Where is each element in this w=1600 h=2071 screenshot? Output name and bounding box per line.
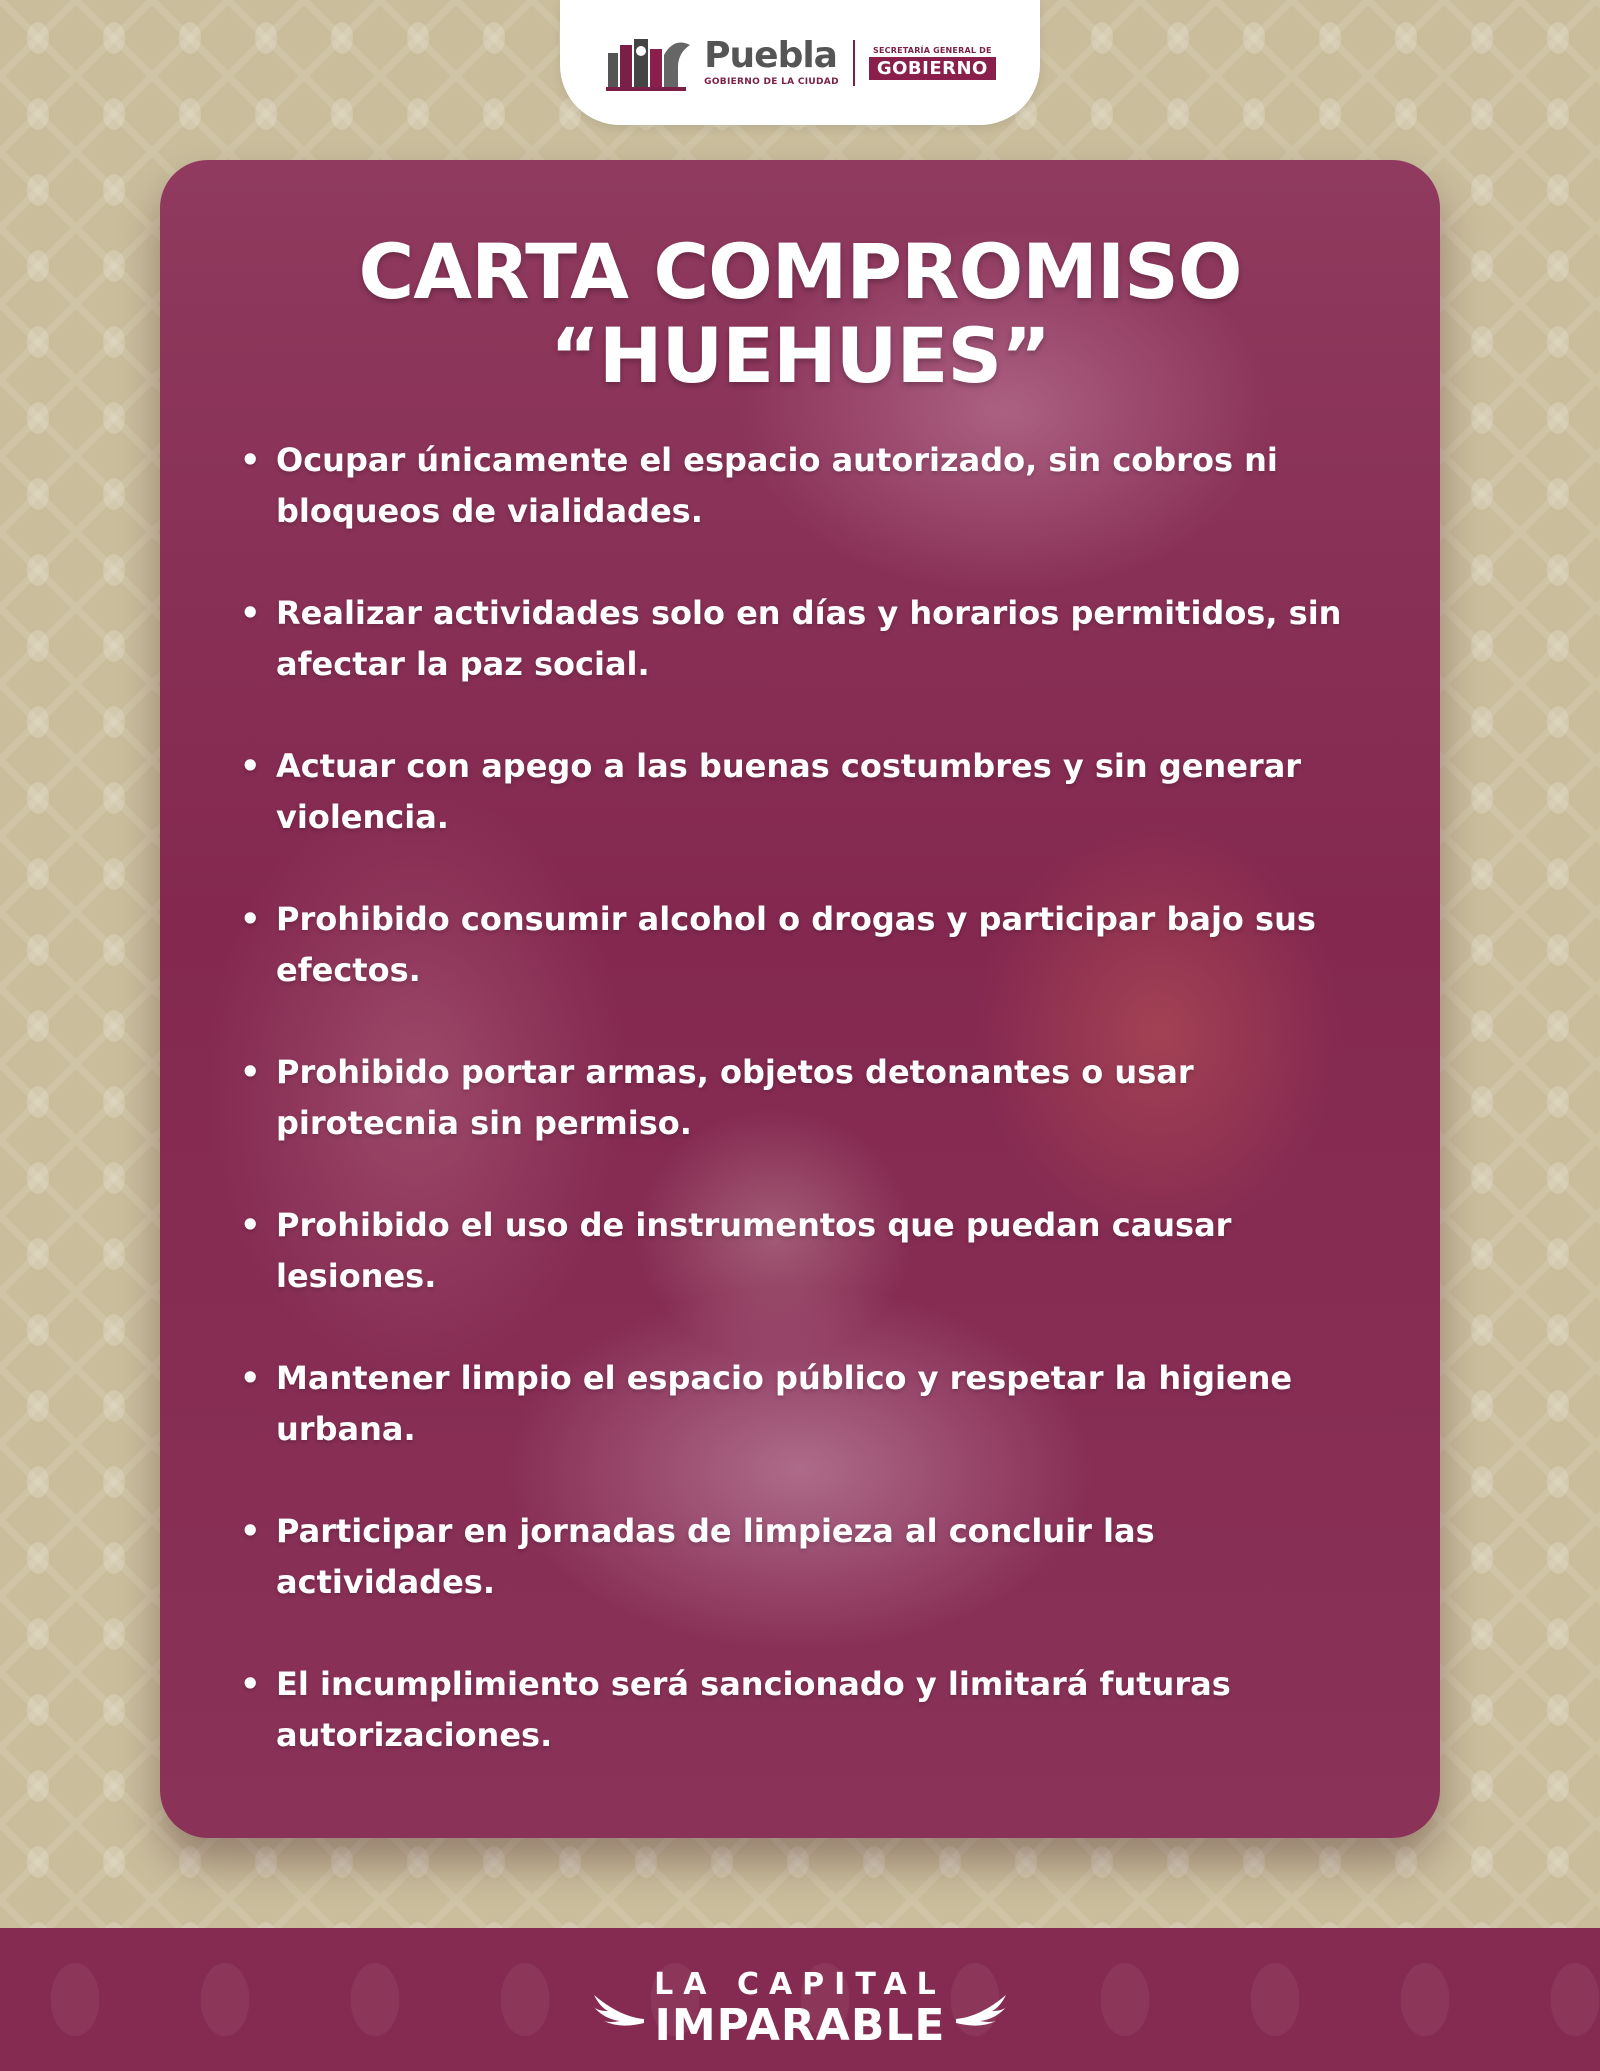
rule-line: autorizaciones. <box>276 1716 553 1754</box>
rule-line: Ocupar únicamente el espacio autorizado, sin cobros ni <box>276 441 1278 479</box>
rule-item <box>236 1200 1386 1353</box>
rule-line: Prohibido el uso de instrumentos que puedan causar <box>276 1206 1232 1244</box>
rule-item <box>236 1506 1386 1659</box>
rule-item <box>236 894 1386 1047</box>
secretaria-main: GOBIERNO <box>869 57 996 80</box>
footer-line2: IMPARABLE <box>654 2000 946 2051</box>
rule-line: actividades. <box>276 1563 495 1601</box>
rule-line: Prohibido portar armas, objetos detonantes o usar <box>276 1053 1194 1091</box>
bullet-icon: • <box>240 1512 261 1550</box>
rule-line: pirotecnia sin permiso. <box>276 1104 692 1142</box>
rule-line: Mantener limpio el espacio público y respetar la higiene <box>276 1359 1293 1397</box>
bullet-icon: • <box>240 1206 261 1244</box>
card-title-line1: CARTA COMPROMISO <box>358 227 1242 316</box>
bullet-icon: • <box>240 594 261 632</box>
rule-line: efectos. <box>276 951 421 989</box>
bullet-icon: • <box>240 900 261 938</box>
rule-item <box>236 1047 1386 1200</box>
rule-item <box>236 1659 1386 1812</box>
footer-slogan <box>0 1968 1600 2050</box>
puebla-crest-icon <box>604 31 694 95</box>
card-title-line2: “HUEHUES” <box>549 311 1051 400</box>
rules-list <box>236 435 1386 1812</box>
rule-line: Actuar con apego a las buenas costumbres y sin generar <box>276 747 1302 785</box>
rule-item <box>236 741 1386 894</box>
rule-item <box>236 435 1386 588</box>
secretaria-top: SECRETARÍA GENERAL DE <box>873 45 992 55</box>
footer-line1: LA CAPITAL <box>654 1967 946 2002</box>
rule-line: afectar la paz social. <box>276 645 650 683</box>
right-wing-icon <box>954 1989 1010 2029</box>
rule-line: Prohibido consumir alcohol o drogas y participar bajo sus <box>276 900 1316 938</box>
rule-item <box>236 588 1386 741</box>
bullet-icon: • <box>240 1665 261 1703</box>
commitment-card <box>160 160 1440 1838</box>
left-wing-icon <box>590 1989 646 2029</box>
rule-line: bloqueos de vialidades. <box>276 492 703 530</box>
rule-line: lesiones. <box>276 1257 437 1295</box>
card-title <box>160 227 1440 400</box>
rule-line: Participar en jornadas de limpieza al concluir las <box>276 1512 1155 1550</box>
bullet-icon: • <box>240 441 261 479</box>
footer-band <box>0 1928 1600 2071</box>
bullet-icon: • <box>240 1053 261 1091</box>
rule-line: violencia. <box>276 798 449 836</box>
rule-line: Realizar actividades solo en días y horarios permitidos, sin <box>276 594 1342 632</box>
brand-subtitle: GOBIERNO DE LA CIUDAD <box>704 77 839 87</box>
rule-item <box>236 1353 1386 1506</box>
footer-text <box>654 1968 946 2050</box>
bullet-icon: • <box>240 1359 261 1397</box>
logo-divider <box>853 40 855 86</box>
header-logo-tab <box>560 0 1040 125</box>
rule-line: urbana. <box>276 1410 416 1448</box>
rule-line: El incumplimiento será sancionado y limitará futuras <box>276 1665 1231 1703</box>
secretaria-badge <box>869 46 996 80</box>
puebla-brand <box>704 35 839 87</box>
brand-name: Puebla <box>704 35 837 76</box>
bullet-icon: • <box>240 747 261 785</box>
